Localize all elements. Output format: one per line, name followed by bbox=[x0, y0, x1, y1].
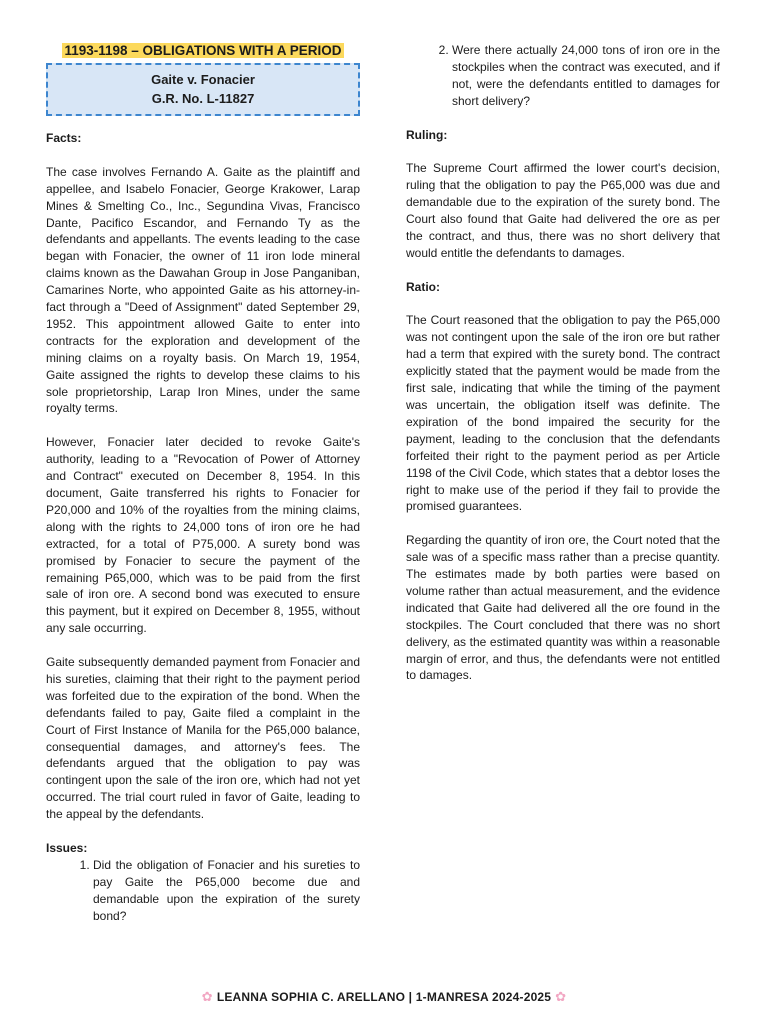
case-number: G.R. No. L-11827 bbox=[151, 91, 255, 106]
facts-paragraph-3: Gaite subsequently demanded payment from Fonacier and his sureties, claiming that their right to the payment period was forfeited due to the expiration of the bond. When the defendants failed to pay, Gaite filed a complaint in the Court of First Instance of Manila for the P65,000 balance, consequential damages, and attorney's fees. The defendants argued that the obligation to pay was contingent upon the sale of the iron ore, which had not yet occurred. The trial court ruled in favor of Gaite, leading to the appeal by the defendants. bbox=[46, 655, 360, 822]
facts-heading: Facts: bbox=[46, 131, 82, 145]
case-title-box bbox=[46, 63, 360, 116]
case-name: Gaite v. Fonacier bbox=[151, 72, 255, 87]
issue-item-2: 2. Were there actually 24,000 tons of iron ore in the stockpiles when the contract was executed, and if not, were the defendants entitled to damages for short delivery? bbox=[452, 42, 720, 110]
issues-heading: Issues: bbox=[46, 841, 88, 855]
ruling-heading: Ruling: bbox=[406, 127, 448, 142]
issue-item-1: 1. Did the obligation of Fonacier and his sureties to pay Gaite the P65,000 become due and demandable upon the expiration of the surety bond? bbox=[93, 857, 360, 925]
ratio-paragraph-1: The Court reasoned that the obligation to pay the P65,000 was not contingent upon the sale of the iron ore but rather had a term that expired with the surety bond. The contract explicitly stated that the payment would be made from the first sale, indicating that while the timing of the payment was uncertain, the obligation itself was definite. The expiration of the bond impaired the security for the payment, leading to the conclusion that the defendants forfeited their right to the payment period as per Article 1198 of the Civil Code, which states that a debtor loses the right to make use of the period if they fail to provide the promised guarantees. bbox=[406, 313, 720, 514]
left-column bbox=[46, 42, 360, 925]
document-title: 1193-1198 – OBLIGATIONS WITH A PERIOD bbox=[64, 43, 342, 58]
ruling-paragraph-1: The Supreme Court affirmed the lower court's decision, ruling that the obligation to pay the P65,000 was due and demandable due to the expiration of the surety bond. The Court also found that Gaite had delivered the ore as per the contract, and thus, there was no short delivery that would entitle the defendants to damages. bbox=[406, 161, 720, 260]
ratio-heading: Ratio: bbox=[406, 279, 440, 294]
issues-list-continued bbox=[406, 42, 720, 110]
issues-list bbox=[46, 857, 360, 925]
page-footer bbox=[0, 989, 768, 1005]
cherry-blossom-icon: ✿ bbox=[555, 989, 567, 1004]
cherry-blossom-icon: ✿ bbox=[201, 989, 213, 1004]
ratio-paragraph-2: Regarding the quantity of iron ore, the Court noted that the sale was of a specific mass rather than a precise quantity. The estimates made by both parties were based on volume rather than actual measurement, and the evidence indicated that Gaite had delivered all the ore found in the stockpiles. The Court concluded that there was no short delivery, as the estimated quantity was within a reasonable margin of error, and thus, the defendants were not entitled to damages. bbox=[406, 533, 720, 683]
footer-text: LEANNA SOPHIA C. ARELLANO | 1-MANRESA 2024-2025 bbox=[216, 990, 552, 1004]
right-column bbox=[406, 42, 720, 701]
facts-paragraph-1: The case involves Fernando A. Gaite as the plaintiff and appellee, and Isabelo Fonacier, George Krakower, Larap Mines & Smelting Co., Inc., Segundina Vivas, Francisco Dante, Pacifico Escandor, and Fernando Ty as the defendants and appellants. The events leading to the case began with Fonacier, the owner of 11 iron lode mineral claims known as the Dawahan Group in Jose Panganiban, Camarines Norte, who appointed Gaite as his attorney-in-fact through a "Deed of Assignment" dated September 29, 1952. This appointment allowed Gaite to enter into contracts for the exploration and development of the mining claims on a royalty basis. On March 19, 1954, Gaite assigned the rights to develop these claims to his sole proprietorship, Larap Iron Mines, under the same royalty terms. bbox=[46, 164, 360, 416]
facts-paragraph-2: However, Fonacier later decided to revoke Gaite's authority, leading to a "Revocation of Power of Attorney and Contract" executed on December 8, 1954. In this document, Gaite transferred his rights to Fonacier for P20,000 and 10% of the royalties from the mining claims, along with the rights to 24,000 tons of iron ore he had extracted, for a total of P75,000. A surety bond was promised by Fonacier to secure the payment of the remaining P65,000, which was to be paid from the first sale of iron ore. A second bond was executed to ensure this payment, but it expired on December 8, 1955, without any sale occurring. bbox=[46, 435, 360, 636]
